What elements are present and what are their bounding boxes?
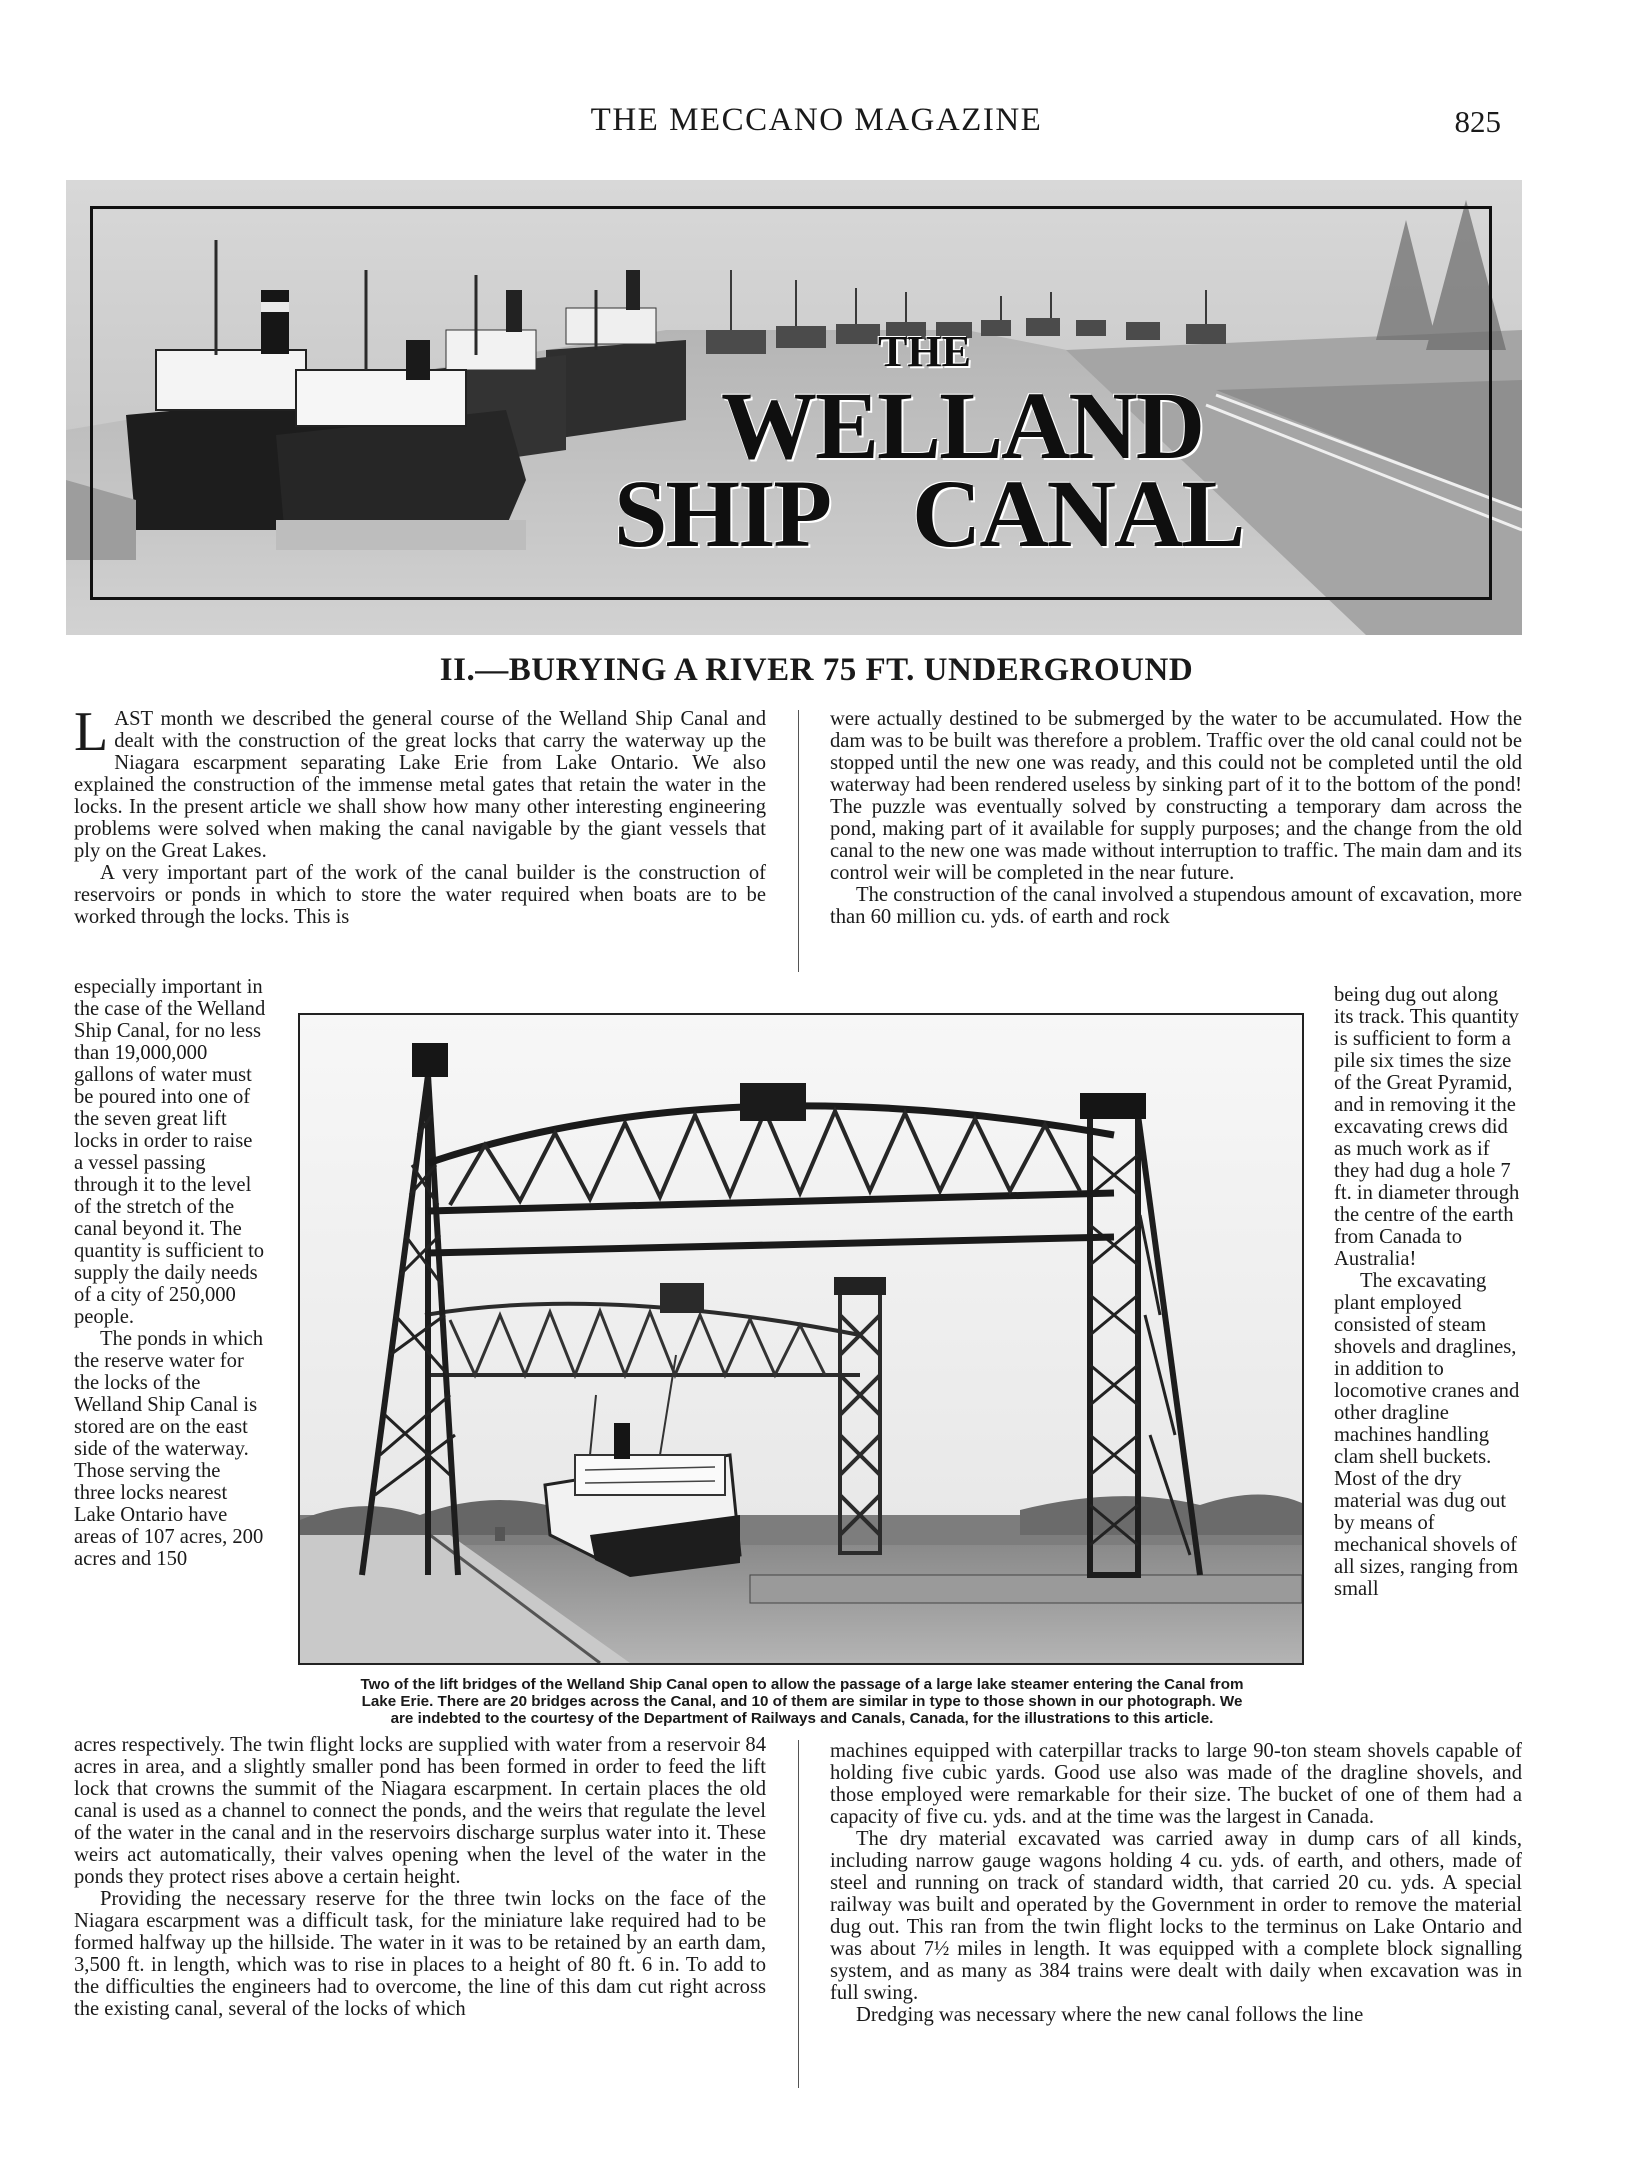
left-column-bottom [74, 1734, 766, 2020]
banner-title-welland: WELLAND [721, 372, 1204, 479]
paragraph: being dug out along its track. This quantity is sufficient to form a pile six times the size of the Great Pyramid, and in removing it the excavating crews did as much work as if they had dug a hole 7 ft. in diameter through the centre of the earth from Canada to Australia! [1334, 984, 1520, 1270]
running-head [0, 100, 1633, 150]
paragraph: The excavating plant employed consisted of steam shovels and draglines, in addition to locomotive cranes and other dragline machines handling clam shell buckets. Most of the dry material was dug out by means of mechanical shovels of all sizes, ranging from small [1334, 1270, 1520, 1600]
caption-line: Lake Erie. There are 20 bridges across the Canal, and 10 of them are similar in type to those shown in our photograph. We [361, 1693, 1243, 1710]
right-column-narrow [1334, 984, 1522, 1600]
paragraph: especially important in the case of the Welland Ship Canal, for no less than 19,000,000 gallons of water must be poured into one of the seven great lift locks in order to raise a vessel passing through it to the level of the stretch of the canal beyond it. The quantity is sufficient to supply the daily needs of a city of 250,000 people. [74, 976, 266, 1328]
column-divider-top [798, 710, 799, 972]
magazine-title: THE MECCANO MAGAZINE [590, 102, 1043, 138]
opening-paragraph-text: AST month we described the general course of the Welland Ship Canal and dealt with the construction of the great locks that carry the waterway up the Niagara escarpment separating Lake Erie from Lake Ontario. We also explained the construction of the immense metal gates that retain the water in the locks. In the present article we shall show how many other interesting engineering problems were solved when making the canal navigable by the giant vessels that ply on the Great Lakes. [74, 708, 766, 862]
banner-title-ship: SHIP [614, 460, 831, 567]
lift-bridges-photograph [298, 1013, 1304, 1665]
paragraph: Dredging was necessary where the new canal follows the line [856, 2004, 1364, 2026]
paragraph: Providing the necessary reserve for the three twin locks on the face of the Niagara escarpment was a difficult task, for the miniature lake required had to be formed halfway up the hillside. The water in it was to be retained by an earth dam, 3,500 ft. in length, which was to rise in places to a height of 80 ft. 6 in. To add to the difficulties the engineers had to overcome, the line of this dam cut right across the existing canal, several of the locks of which [74, 1888, 766, 2020]
opening-paragraph [74, 701, 766, 862]
paragraph: acres respectively. The twin flight locks are supplied with water from a reservoir 84 acres in area, and a slightly smaller pond has been formed in order to feed the lift lock that crowns the summit of the Niagara escarpment. In certain places the old canal is used as a channel to connect the ponds, and the weirs that regulate the level of the water in the canal and in the reservoirs discharge surplus water into it. These weirs act automatically, their valves opening when the level of the water in the ponds they protect rises above a certain height. [74, 1734, 766, 1888]
caption-line: Two of the lift bridges of the Welland Ship Canal open to allow the passage of a large lake steamer entering the Canal from [360, 1676, 1244, 1693]
article-headline: II.—BURYING A RIVER 75 FT. UNDERGROUND [439, 652, 1194, 688]
paragraph: The construction of the canal involved a stupendous amount of excavation, more than 60 million cu. yds. of earth and rock [830, 884, 1522, 928]
banner-title-canal: CANAL [912, 460, 1244, 567]
right-column-top [830, 708, 1522, 928]
paragraph: were actually destined to be submerged by the water to be accumulated. How the dam was to be built was therefore a problem. Traffic over the old canal could not be stopped until the new one was ready, and this could not be completed until the old waterway had been rendered useless by sinking part of it to the bottom of the pond! The puzzle was eventually solved by constructing a temporary dam across the pond, making part of it available for supply purposes; and the change from the old canal to the new one was made without interruption to traffic. The main dam and its control weir will be completed in the near future. [830, 708, 1522, 884]
left-column-top [74, 701, 766, 928]
right-column-bottom [830, 1740, 1522, 2026]
paragraph: A very important part of the work of the canal builder is the construction of reservoirs or ponds in which to store the water required when boats are to be worked through the locks. This is [74, 862, 766, 928]
caption-line: are indebted to the courtesy of the Department of Railways and Canals, Canada, for the illustrations to this article. [390, 1710, 1214, 1727]
paragraph: The dry material excavated was carried away in dump cars of all kinds, including narrow gauge wagons holding 4 cu. yds. of earth, and others, made of steel and running on track of standard width, that carried 20 cu. yds. A special railway was built and operated by the Government in order to remove the material dug out. This ran from the twin flight locks to the terminus on Lake Ontario and was about 7½ miles in length. It was equipped with a complete block signalling system, and as many as 384 trains were dealt with daily when excavation was in full swing. [830, 1828, 1522, 2004]
photo-caption [296, 1676, 1308, 1727]
drop-cap: L [74, 701, 109, 763]
title-banner-illustration [66, 180, 1522, 635]
page-number: 825 [1454, 104, 1501, 139]
left-column-narrow [74, 976, 266, 1570]
lift-bridges-drawing [300, 1015, 1302, 1663]
paragraph: The ponds in which the reserve water for the locks of the Welland Ship Canal is stored are on the east side of the waterway. Those serving the three locks nearest Lake Ontario have areas of 107 acres, 200 acres and 150 [74, 1328, 264, 1570]
banner-title-the: THE [878, 327, 971, 376]
paragraph: machines equipped with caterpillar tracks to large 90-ton steam shovels capable of holding five cubic yards. Good use also was made of the dragline shovels, and those employed were remarkable for their size. The bucket of one of them had a capacity of five cu. yds. and at the time was the largest in Canada. [830, 1740, 1522, 1828]
column-divider-bottom [798, 1740, 799, 2088]
